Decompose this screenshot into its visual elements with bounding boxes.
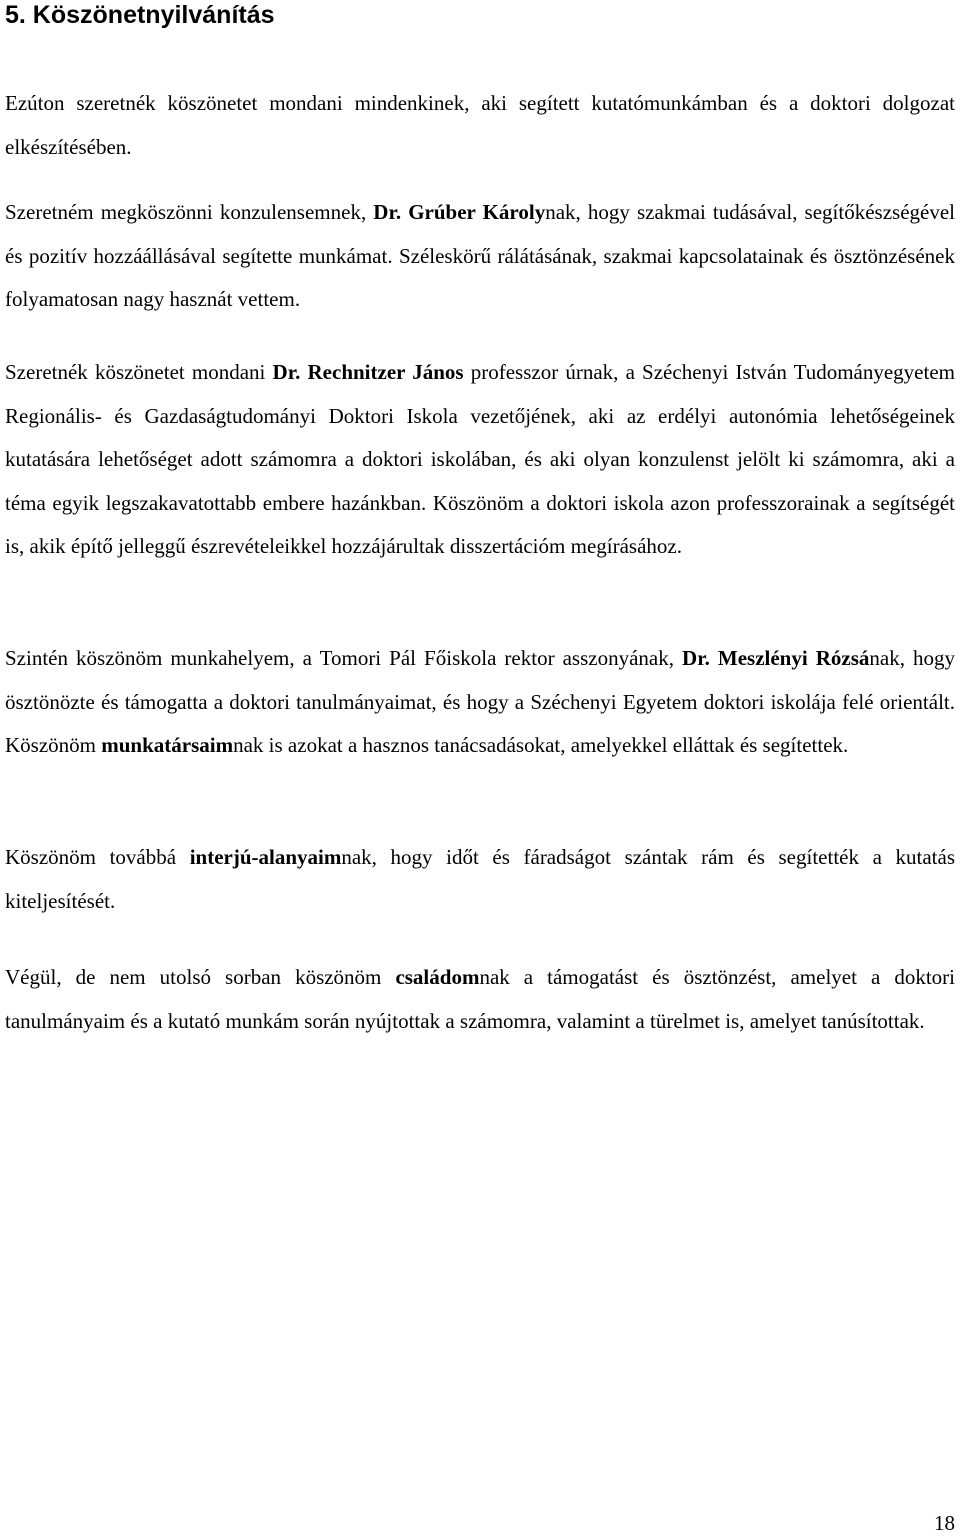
- text-run: nak, hogy ösztönözte és támogatta a doktori tanulmányaimat, és hogy a Széchenyi Egyetem doktori iskolája felé orientált. Köszönöm: [5, 646, 955, 758]
- paragraph-workplace: [5, 637, 955, 768]
- text-run: nak a támogatást és ösztönzést, amelyet a doktori tanulmányaim és a kutató munkám során nyújtottak a számomra, valamint a türelmet is, amelyet tanúsítottak.: [5, 965, 955, 1033]
- text-run: Végül, de nem utolsó sorban köszönöm: [5, 965, 396, 989]
- text-run: Szeretnék köszönetet mondani: [5, 360, 273, 384]
- text-run: professzor úrnak, a Széchenyi István Tudományegyetem Regionális- és Gazdaságtudományi Doktori Iskola vezetőjének, aki az erdélyi autonómia lehetőségeinek kutatására lehetőséget adott számomra a doktori iskolában, és aki olyan konzulenst jelölt ki számomra, aki a téma egyik legszakavatottabb embere hazánkban. Köszönöm a doktori iskola azon professzorainak a segítségét is, akik építő jelleggű észrevételeikkel hozzájárultak disszertációm megírásához.: [5, 360, 955, 559]
- text-run: nak, hogy időt és fáradságot szántak rám és segítették a kutatás kiteljesítését.: [5, 845, 955, 913]
- text-run: Köszönöm továbbá: [5, 845, 190, 869]
- bold-name: Dr. Rechnitzer János: [272, 360, 464, 384]
- paragraph-supervisor: [5, 191, 955, 322]
- paragraph-interviewees: [5, 836, 955, 923]
- bold-name: munkatársaim: [101, 733, 234, 758]
- bold-name: családom: [395, 965, 480, 989]
- text-run: nak is azokat a hasznos tanácsadásokat, amelyekkel elláttak és segítettek.: [233, 733, 849, 758]
- text-run: nak, hogy szakmai tudásával, segítőkészségével és pozitív hozzáállásával segítette munkámat. Széleskörű rálátásának, szakmai kapcsolatainak és ösztönzésének folyamatosan nagy hasznát vettem.: [5, 200, 955, 312]
- page-number: 18: [934, 1511, 955, 1535]
- text-run: Ezúton szeretnék köszönetet mondani mindenkinek, aki segített kutatómunkámban és a doktori dolgozat elkészítésében.: [5, 91, 955, 159]
- bold-name: Dr. Grúber Károly: [373, 200, 546, 224]
- bold-name: interjú-alanyaim: [189, 845, 342, 869]
- text-run: Szeretném megköszönni konzulensemnek,: [5, 200, 374, 224]
- paragraph-doctoral-school: [5, 351, 955, 569]
- paragraph-intro: [5, 82, 955, 169]
- paragraph-family: [5, 956, 955, 1043]
- section-heading: 5. Köszönetnyilvánítás: [5, 1, 275, 29]
- bold-name: Dr. Meszlényi Rózsá: [682, 646, 870, 670]
- text-run: Szintén köszönöm munkahelyem, a Tomori Pál Főiskola rektor asszonyának,: [5, 646, 683, 670]
